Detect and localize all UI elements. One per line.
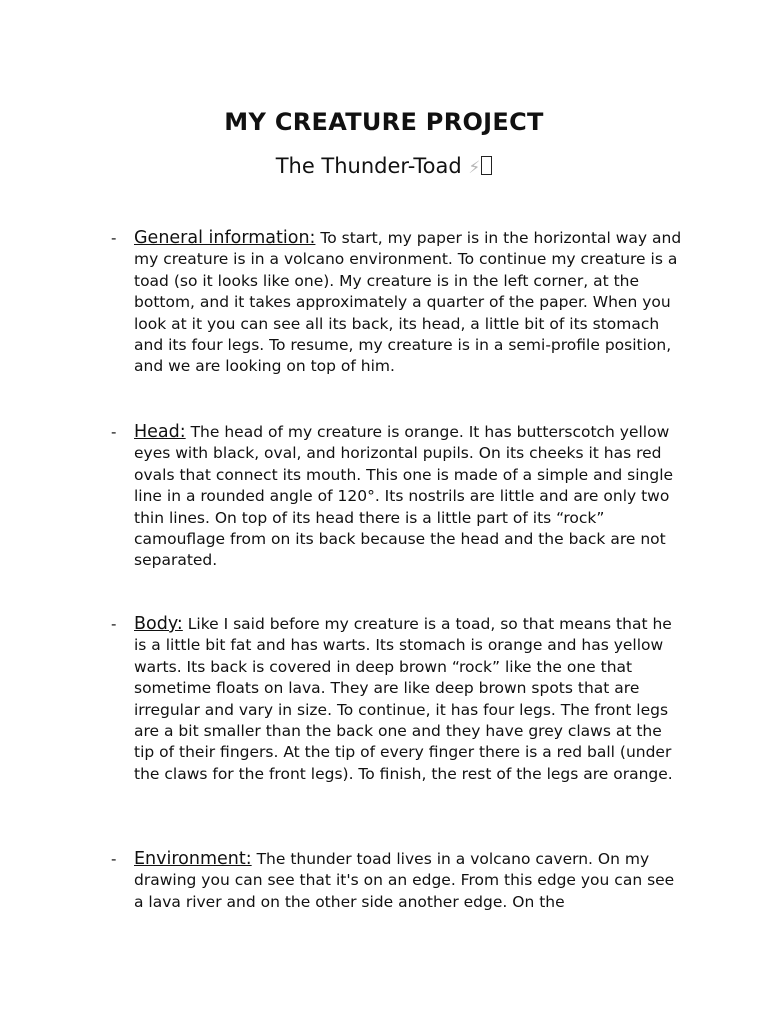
document-title: MY CREATURE PROJECT [224,108,544,136]
missing-glyph-box-icon [481,156,492,175]
section-body: The thunder toad lives in a volcano cavern. On my drawing you can see that it's on an edge. From this edge you can see a lava river and on the other side another edge. On the [134,850,675,911]
bullet-dash: - [111,615,117,633]
document-subtitle [0,154,768,178]
section-heading: General information: [134,228,316,248]
bullet-dash: - [111,229,117,247]
section-heading: Environment: [134,849,252,869]
section-text [134,228,684,378]
section-text [134,614,684,785]
section-heading: Body: [134,614,183,634]
section-text [134,422,684,572]
section-body: Like I said before my creature is a toad, so that means that he is a little bit fat and has warts. Its stomach is orange and has yellow warts. Its back is covered in deep brown “rock” like the one that sometime floats on lava. They are like deep brown spots that are irregular and vary in size. To continue, it has four legs. The front legs are a bit smaller than the back one and they have grey claws at the tip of their fingers. At the tip of every finger there is a red ball (under the claws for the front legs). To finish, the rest of the legs are orange. [134,615,673,783]
section-heading: Head: [134,422,186,442]
subtitle-text: The Thunder-Toad [275,154,462,178]
bullet-dash: - [111,850,117,868]
lightning-bolt-icon: ⚡ [468,158,481,178]
bullet-dash: - [111,423,117,441]
section-text [134,849,684,913]
section-body: The head of my creature is orange. It has butterscotch yellow eyes with black, oval, and horizontal pupils. On its cheeks it has red ovals that connect its mouth. This one is made of a simple and single line in a rounded angle of 120°. Its nostrils are little and are only two thin lines. On top of its head there is a little part of its “rock” camouflage from on its back because the head and the back are not separated. [134,423,674,570]
section-body: To start, my paper is in the horizontal way and my creature is in a volcano environment. To continue my creature is a toad (so it looks like one). My creature is in the left corner, at the bottom, and it takes approximately a quarter of the paper. When you look at it you can see all its back, its head, a little bit of its stomach and its four legs. To resume, my creature is in a semi-profile position, and we are looking on top of him. [134,229,682,376]
